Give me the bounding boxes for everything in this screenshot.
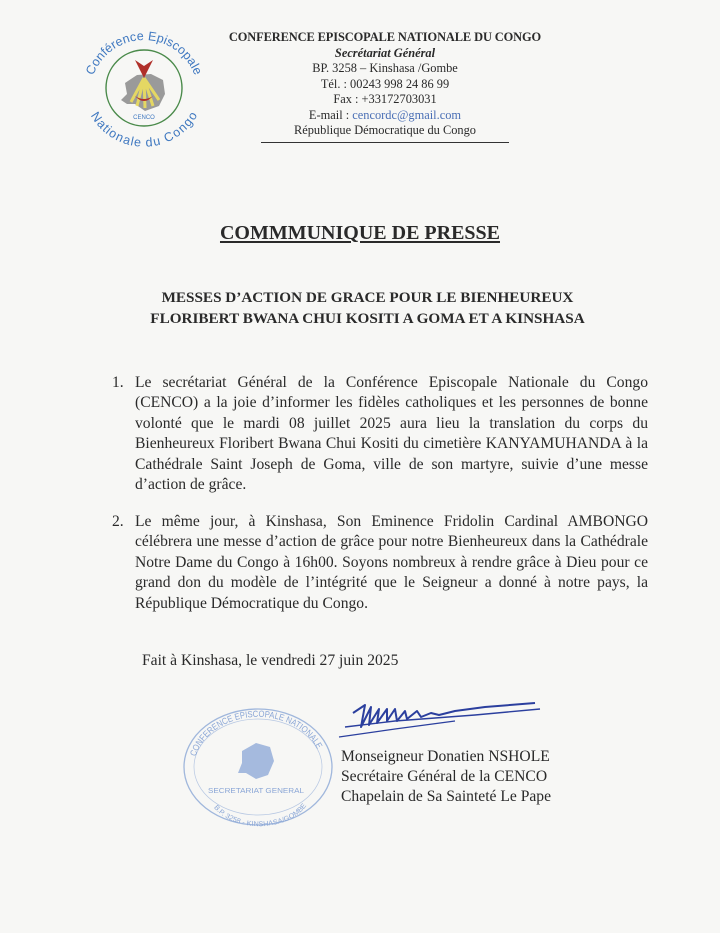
list-item-text: Le secrétariat Général de la Conférence Episcopale Nationale du Congo (CENCO) a la joie d’informer les fidèles catholiques et les personnes de bonne volonté que le mardi 08 juillet 2025 aura lieu la translation du corps du Bienheureux Floribert Bwana Chui Kositi du cimetière KANYAMUHANDA à la Cathédrale Saint Joseph de Goma, ville de son martyre, suivie d’une messe d’action de grâce. [135, 374, 648, 494]
signer-role: Secrétaire Général de la CENCO [341, 768, 548, 785]
stamp-text-top: CONFERENCE EPISCOPALE NATIONALE [188, 708, 325, 758]
email-link[interactable]: cencordc@gmail.com [352, 107, 462, 122]
list-item-text: Le même jour, à Kinshasa, Son Eminence Fridolin Cardinal AMBONGO célébrera une messe d’action de grâce pour notre Bienheureux dans la Cathédrale Notre Dame du Congo à 16h00. Soyons nombreux à rendre grâce à Dieu pour ce grand don du modèle de l’intégrité que le Seigneur a donné à notre pays, la République Démocratique du Congo. [135, 513, 648, 612]
place-and-date: Fait à Kinshasa, le vendredi 27 juin 2025 [142, 652, 399, 669]
signer-block [341, 747, 551, 807]
document-title [0, 222, 720, 245]
document-title-text: COMMMUNIQUE DE PRESSE [219, 222, 500, 244]
subtitle-line-1: MESSES D’ACTION DE GRACE POUR LE BIENHEUREUX [161, 289, 574, 306]
stamp-text-middle: SECRETARIAT GENERAL [208, 786, 304, 795]
signer-title: Chapelain de Sa Sainteté Le Pape [341, 788, 552, 805]
organization-name: CONFERENCE EPISCOPALE NATIONALE DU CONGO [228, 30, 542, 44]
stamp-map-shape [238, 743, 274, 779]
secretariat-label: Secrétariat Général [334, 45, 436, 60]
logo-acronym: CENCO [133, 115, 155, 121]
postal-address: BP. 3258 – Kinshasa /Gombe [312, 61, 458, 75]
logo-text-bottom: Nationale du Congo [88, 109, 200, 150]
list-item-number: 2. [112, 513, 124, 530]
country-name: République Démocratique du Congo [293, 123, 477, 137]
official-stamp [178, 705, 338, 830]
list-item [112, 373, 648, 495]
email-label: E-mail : [308, 107, 353, 122]
list-item-number: 1. [112, 374, 124, 391]
document-subtitle [0, 287, 720, 329]
letterhead [210, 30, 560, 143]
fax-number: Fax : +33172703031 [333, 92, 437, 106]
phone-number: Tél. : 00243 998 24 86 99 [320, 76, 450, 91]
email-line [210, 108, 560, 124]
handwritten-signature [335, 693, 545, 743]
signer-name: Monseigneur Donatien NSHOLE [341, 748, 550, 765]
header-divider [261, 142, 509, 143]
subtitle-line-2: FLORIBERT BWANA CHUI KOSITI A GOMA ET A KINSHASA [150, 310, 585, 327]
cenco-logo [80, 22, 208, 150]
logo-text-top: Conférence Episcopale [83, 28, 205, 77]
stamp-text-bottom: B.P. 3258 - KINSHASA/GOMBE [212, 802, 308, 829]
list-item [112, 512, 648, 614]
